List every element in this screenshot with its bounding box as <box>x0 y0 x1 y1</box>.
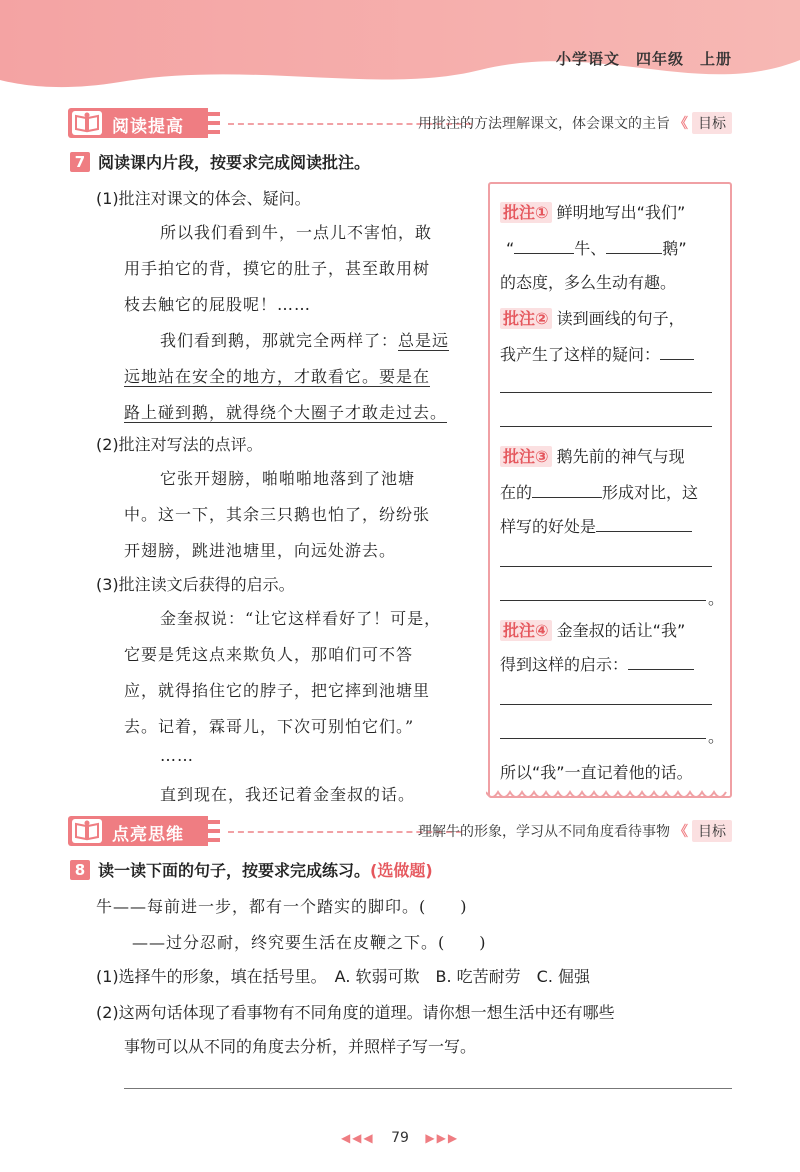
note-text: 鹅先前的神气与现 <box>556 447 685 466</box>
note-3-blank-line <box>500 480 698 503</box>
question-number: 8 <box>70 860 90 880</box>
section-header-reading <box>68 108 732 138</box>
section-badge <box>68 816 208 846</box>
fill-blank[interactable] <box>514 237 574 254</box>
part-label: (1)选择牛的形象，填在括号里。 A. 软弱可欺 B. 吃苦耐劳 C. 倔强 <box>96 967 590 986</box>
note-text: “ <box>506 239 515 258</box>
passage-line: 应，就得掐住它的脖子，把它摔到池塘里 <box>124 681 431 700</box>
goal-text: 理解牛的形象，学习从不同角度看待事物 <box>418 824 670 840</box>
underlined-text: 路上碰到鹅，就得绕个大圈子才敢走过去。 <box>124 403 448 422</box>
note-text: 在的 <box>500 483 533 502</box>
left-arrows-icon: ◀◀◀ <box>340 1131 375 1145</box>
note-text: 的态度，多么生动有趣。 <box>500 273 677 292</box>
answer-blank-line[interactable] <box>124 1088 732 1089</box>
page-footer <box>0 1130 800 1146</box>
part-label: 事物可以从不同的角度去分析，并照样子写一写。 <box>124 1037 477 1056</box>
answer-blank-line[interactable] <box>500 738 706 739</box>
note-3-benefit-line <box>500 514 692 537</box>
part-label: (2)这两句话体现了看事物有不同角度的道理。请你想一想生活中还有哪些 <box>96 1003 615 1022</box>
passage-line: …… <box>160 746 194 765</box>
passage-line: 它要是凭这点来欺负人，那咱们可不答 <box>124 645 414 664</box>
note-2-question-line <box>500 342 694 365</box>
question-number: 7 <box>70 152 90 172</box>
right-arrows-icon: ▶▶▶ <box>425 1131 460 1145</box>
note-text: 鹅” <box>662 239 687 258</box>
note-text: 形成对比，这 <box>602 483 699 502</box>
passage-line <box>124 364 430 387</box>
answer-blank-line[interactable] <box>500 392 712 393</box>
section-badge-tail <box>208 108 224 138</box>
note-label: 批注④ <box>500 620 552 641</box>
passage-line: 去。记着，霖哥儿，下次可别怕它们。” <box>124 717 415 736</box>
passage-line: 开翅膀，跳进池塘里，向远处游去。 <box>124 541 397 560</box>
passage-line: 中。这一下，其余三只鹅也怕了，纷纷张 <box>124 505 431 524</box>
passage-line: 用手拍它的背，摸它的肚子，甚至敢用树 <box>124 259 431 278</box>
sentence-line: ——过分忍耐，终究要生活在皮鞭之下。( ) <box>132 933 487 952</box>
section-badge-tail <box>208 816 224 846</box>
fill-blank[interactable] <box>606 237 662 254</box>
note-text: 样写的好处是 <box>500 517 597 536</box>
section-goal <box>418 820 732 842</box>
note-text: 鲜明地写出“我们” <box>556 203 686 222</box>
note-2-line <box>500 306 685 329</box>
annotation-box-scallop <box>486 790 730 804</box>
passage-line: 金奎叔说：“让它这样看好了！可是， <box>160 609 442 628</box>
underlined-text: 远地站在安全的地方，才敢看它。要是在 <box>124 367 431 386</box>
note-4-line <box>500 618 685 641</box>
note-text: 牛、 <box>574 239 607 258</box>
question-prompt: 阅读课内片段，按要求完成阅读批注。 <box>98 153 371 172</box>
question-prompt-text: 读一读下面的句子，按要求完成练习。 <box>98 861 371 880</box>
goal-tag: 目标 <box>692 112 732 134</box>
note-3-line <box>500 444 685 467</box>
passage-line <box>124 400 447 423</box>
note-label: 批注① <box>500 202 552 223</box>
note-text: 金奎叔的话让“我” <box>556 621 686 640</box>
answer-blank-line[interactable] <box>500 704 712 705</box>
note-label: 批注② <box>500 308 552 329</box>
book-title: 小学语文 四年级 上册 <box>555 50 732 68</box>
chevron-left-icon: 《 <box>674 116 688 132</box>
note-text: 得到这样的启示： <box>500 655 629 674</box>
fill-blank[interactable] <box>660 343 694 360</box>
note-text: 所以“我”一直记着他的话。 <box>500 763 693 782</box>
passage-line <box>160 328 449 351</box>
part-label: (3)批注读文后获得的启示。 <box>96 575 295 594</box>
note-1-line <box>500 200 685 223</box>
note-4-blank-line <box>500 652 694 675</box>
passage-text: 我们看到鹅，那就完全两样了： <box>160 331 399 350</box>
answer-blank-line[interactable] <box>500 600 706 601</box>
passage-line: 直到现在，我还记着金奎叔的话。 <box>160 785 416 804</box>
question-prompt <box>98 858 433 881</box>
section-badge <box>68 108 208 138</box>
note-label: 批注③ <box>500 446 552 467</box>
open-book-icon <box>72 111 102 135</box>
section-header-thinking <box>68 816 732 846</box>
sentence-line: 牛——每前进一步，都有一个踏实的脚印。( ) <box>96 897 468 916</box>
note-text: 我产生了这样的疑问： <box>500 345 661 364</box>
fill-blank[interactable] <box>628 653 694 670</box>
answer-blank-line[interactable] <box>500 426 712 427</box>
passage-line: 所以我们看到牛，一点儿不害怕，敢 <box>160 223 433 242</box>
passage-line: 枝去触它的屁股呢！…… <box>124 295 312 314</box>
note-text: 读到画线的句子， <box>556 309 685 328</box>
note-period: 。 <box>708 727 725 746</box>
section-title: 阅读提高 <box>112 117 184 137</box>
goal-text: 用批注的方法理解课文，体会课文的主旨 <box>418 116 670 132</box>
passage-line: 它张开翅膀，啪啪啪地落到了池塘 <box>160 469 416 488</box>
section-goal <box>418 112 732 134</box>
fill-blank[interactable] <box>596 515 692 532</box>
part-label: (1)批注对课文的体会、疑问。 <box>96 189 311 208</box>
underlined-text: 总是远 <box>398 331 450 350</box>
page-number: 79 <box>391 1130 409 1146</box>
section-title: 点亮思维 <box>112 825 184 845</box>
open-book-icon <box>72 819 102 843</box>
goal-tag: 目标 <box>692 820 732 842</box>
fill-blank[interactable] <box>532 481 602 498</box>
chevron-left-icon: 《 <box>674 824 688 840</box>
part-label: (2)批注对写法的点评。 <box>96 435 263 454</box>
answer-blank-line[interactable] <box>500 566 712 567</box>
note-1-blank-line <box>506 236 687 259</box>
note-period: 。 <box>708 589 725 608</box>
optional-tag: (选做题) <box>370 861 433 880</box>
